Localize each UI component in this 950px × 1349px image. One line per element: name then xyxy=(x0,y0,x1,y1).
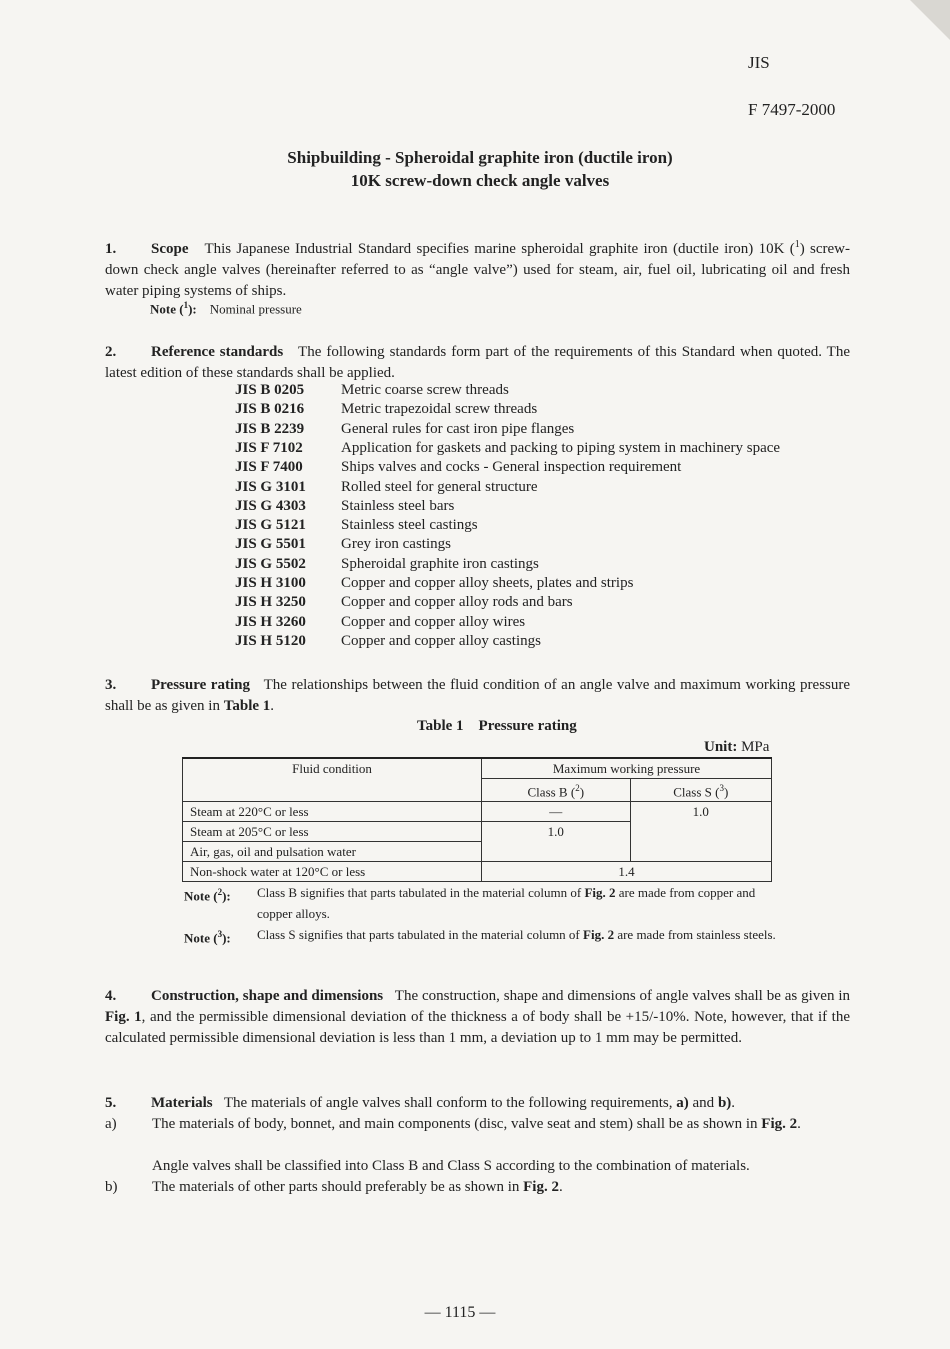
materials-item-b xyxy=(105,1177,850,1198)
references-paragraph xyxy=(105,342,850,384)
reference-title: Copper and copper alloy rods and bars xyxy=(341,594,573,611)
unit-value: MPa xyxy=(741,739,770,755)
table-row xyxy=(183,862,772,882)
header-org: JIS xyxy=(748,53,770,72)
row-class-s-value: 1.0 xyxy=(630,802,771,862)
reference-code: JIS F 7102 xyxy=(235,439,303,456)
materials-end: . xyxy=(731,1095,736,1111)
reference-title: General rules for cast iron pipe flanges xyxy=(341,420,575,437)
note-3-label xyxy=(184,924,231,948)
note-2-text xyxy=(257,882,779,924)
materials-item-a xyxy=(105,1114,850,1135)
scope-text: This Japanese Industrial Standard specifies marine spheroidal graphite iron (ductile iron) 10K ( xyxy=(204,241,795,257)
reference-code: JIS H 5120 xyxy=(235,632,306,649)
note-3-close: ): xyxy=(222,930,231,946)
pressure-rating-table xyxy=(182,757,772,882)
reference-title: Stainless steel bars xyxy=(341,497,455,514)
col-class-b-label: Class B ( xyxy=(527,784,576,800)
note-3-fig-ref: Fig. 2 xyxy=(583,927,615,942)
page-number: — 1115 — xyxy=(424,1304,496,1321)
row-condition: Air, gas, oil and pulsation water xyxy=(183,842,482,862)
unit-label: Unit: xyxy=(704,739,738,755)
reference-code: JIS G 5502 xyxy=(235,555,306,572)
reference-title: Application for gaskets and packing to piping system in machinery space xyxy=(341,439,781,456)
note-3-label-text: Note ( xyxy=(184,930,218,946)
row-class-b-value: — xyxy=(482,802,631,822)
references-number: 2. xyxy=(105,344,117,360)
note-3-text-a: Class S signifies that parts tabulated in the material column of xyxy=(257,927,584,942)
row-class-b-value: 1.0 xyxy=(482,822,631,862)
reference-title: Copper and copper alloy sheets, plates and strips xyxy=(341,575,634,591)
reference-title: Rolled steel for general structure xyxy=(341,478,538,495)
reference-item xyxy=(235,400,537,419)
col-class-b xyxy=(482,779,631,802)
construction-text: The construction, shape and dimensions of angle valves shall be as given in xyxy=(394,988,851,1004)
reference-code: JIS B 0216 xyxy=(235,401,305,418)
reference-item xyxy=(235,535,451,554)
reference-title: Metric coarse screw threads xyxy=(341,382,509,398)
col-max-working-pressure: Maximum working pressure xyxy=(482,758,772,779)
scope-note xyxy=(150,300,302,317)
header-standard-code: F 7497-2000 xyxy=(748,100,836,119)
construction-number: 4. xyxy=(105,988,117,1004)
reference-code: JIS G 5121 xyxy=(235,517,306,534)
item-a-label: a) xyxy=(105,1116,117,1132)
materials-ref-b: b) xyxy=(717,1095,732,1111)
table-unit xyxy=(704,739,769,756)
scope-text-cont: ) screw-down check angle valves (hereinafter referred to as “angle valve”) used for steam, air, fuel oil, lubricating oil and fresh water piping systems of ships. xyxy=(105,241,851,299)
row-shared-value: 1.4 xyxy=(482,862,772,882)
note-label: Note ( xyxy=(150,301,184,317)
col-class-s-close: ) xyxy=(723,784,729,800)
item-b-fig-ref: Fig. 2 xyxy=(523,1179,559,1195)
col-fluid-condition: Fluid condition xyxy=(183,758,482,802)
pressure-paragraph xyxy=(105,675,850,717)
note-sup: 1 xyxy=(183,300,189,310)
reference-item xyxy=(235,420,574,439)
reference-code: JIS F 7400 xyxy=(235,459,303,476)
table-header-row xyxy=(183,758,772,779)
materials-paragraph xyxy=(105,1093,850,1114)
note-2-text-b: are made from copper and copper alloys. xyxy=(257,885,756,921)
pressure-text-end: . xyxy=(270,698,275,714)
pressure-text: The relationships between the fluid condition of an angle valve and maximum working pressure shall be as given in xyxy=(105,677,851,714)
col-class-s-sup: 3 xyxy=(719,783,724,793)
item-b-text: The materials of other parts should preferably be as shown in xyxy=(152,1179,524,1195)
materials-and: and xyxy=(688,1095,718,1111)
col-class-s xyxy=(630,779,771,802)
reference-item xyxy=(235,632,541,651)
reference-code: JIS H 3260 xyxy=(235,613,306,630)
construction-fig-ref: Fig. 1 xyxy=(105,1009,142,1025)
note-text: Nominal pressure xyxy=(209,301,302,317)
reference-title: Stainless steel castings xyxy=(341,517,478,534)
item-a-fig-ref: Fig. 2 xyxy=(761,1116,798,1132)
reference-item xyxy=(235,458,681,477)
reference-title: Copper and copper alloy wires xyxy=(341,613,526,630)
note-close: ): xyxy=(188,301,197,317)
col-class-s-label: Class S ( xyxy=(673,784,720,800)
materials-item-a-classification: Angle valves shall be classified into Class B and Class S according to the combination of materials. xyxy=(152,1158,750,1174)
reference-title: Grey iron castings xyxy=(341,536,451,553)
scope-paragraph xyxy=(105,234,850,302)
item-a-text xyxy=(152,1114,849,1135)
reference-item xyxy=(235,439,780,458)
note-3-text-b: are made from stainless steels. xyxy=(614,927,776,942)
reference-item xyxy=(235,593,573,612)
reference-code: JIS G 4303 xyxy=(235,497,306,514)
pressure-number: 3. xyxy=(105,677,117,693)
note-2-sup: 2 xyxy=(217,887,223,897)
scope-heading: Scope xyxy=(151,241,189,257)
page-corner-fold xyxy=(910,0,950,40)
title-line-1: Shipbuilding - Spheroidal graphite iron (ductile iron) xyxy=(287,148,673,167)
construction-text-b: , and the permissible dimensional deviation of the thickness a of body shall be +15/-10%. Note, however, that if the calculated permissible dimensional deviation is less than 1 mm, a deviation up to 1 mm may be permitted. xyxy=(105,1009,850,1046)
reference-code: JIS H 3100 xyxy=(235,575,306,591)
row-condition: Non-shock water at 120°C or less xyxy=(183,862,482,882)
row-condition: Steam at 205°C or less xyxy=(183,822,482,842)
reference-title: Ships valves and cocks - General inspection requirement xyxy=(341,459,682,476)
pressure-table-ref: Table 1 xyxy=(223,698,271,714)
scope-footnote-ref: 1 xyxy=(794,239,800,250)
reference-item xyxy=(235,613,525,632)
materials-heading: Materials xyxy=(151,1095,213,1111)
reference-item xyxy=(235,497,454,516)
materials-number: 5. xyxy=(105,1095,117,1111)
scope-number: 1. xyxy=(105,241,117,257)
reference-code: JIS H 3250 xyxy=(235,594,306,611)
reference-item xyxy=(235,478,538,497)
note-2-text-a: Class B signifies that parts tabulated in the material column of xyxy=(257,885,585,900)
item-b-end: . xyxy=(558,1179,563,1195)
materials-text: The materials of angle valves shall conform to the following requirements, xyxy=(223,1095,677,1111)
note-2-label xyxy=(184,882,231,906)
reference-title: Copper and copper alloy castings xyxy=(341,632,541,649)
materials-ref-a: a) xyxy=(676,1095,689,1111)
note-2-label-text: Note ( xyxy=(184,888,218,904)
note-3-sup: 3 xyxy=(217,929,223,939)
col-class-b-close: ) xyxy=(579,784,585,800)
note-2-fig-ref: Fig. 2 xyxy=(584,885,616,900)
item-a-end: . xyxy=(797,1116,801,1132)
title-line-2: 10K screw-down check angle valves xyxy=(350,171,610,190)
table-row xyxy=(183,802,772,822)
table-title: Table 1 Pressure rating xyxy=(417,718,577,734)
reference-code: JIS B 0205 xyxy=(235,382,305,398)
pressure-heading: Pressure rating xyxy=(151,677,250,693)
col-class-b-sup: 2 xyxy=(575,783,580,793)
construction-paragraph xyxy=(105,986,850,1049)
note-3-text xyxy=(257,924,779,945)
reference-title: Metric trapezoidal screw threads xyxy=(341,401,538,418)
references-intro: The following standards form part of the requirements of this Standard when quoted. The latest edition of these standards shall be applied. xyxy=(105,344,851,381)
reference-title: Spheroidal graphite iron castings xyxy=(341,555,539,572)
note-2-close: ): xyxy=(222,888,231,904)
reference-code: JIS G 5501 xyxy=(235,536,306,553)
reference-code: JIS B 2239 xyxy=(235,420,305,437)
construction-heading: Construction, shape and dimensions xyxy=(151,988,384,1004)
reference-item xyxy=(235,574,633,593)
row-condition: Steam at 220°C or less xyxy=(183,802,482,822)
item-b-label: b) xyxy=(105,1179,118,1195)
reference-item xyxy=(235,381,509,400)
reference-item xyxy=(235,516,478,535)
references-heading: Reference standards xyxy=(151,344,284,360)
reference-code: JIS G 3101 xyxy=(235,478,306,495)
reference-item xyxy=(235,555,539,574)
item-a-text-a: The materials of body, bonnet, and main components (disc, valve seat and stem) shall be as shown in xyxy=(152,1116,762,1132)
